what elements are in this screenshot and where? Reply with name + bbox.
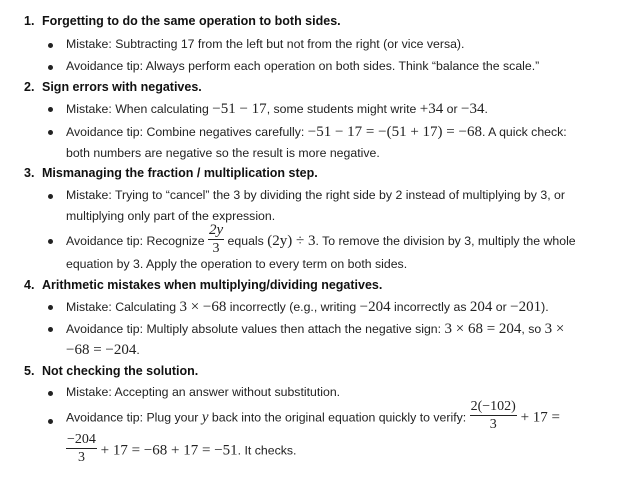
- tip-text: [66, 399, 561, 434]
- bullet-icon: [48, 43, 53, 48]
- tip-text: [66, 222, 576, 258]
- text-run: Avoidance tip: Plug your: [66, 410, 202, 425]
- bullet-icon: [48, 391, 53, 396]
- text-run: ).: [541, 300, 549, 314]
- text-run: Avoidance tip: Combine negatives carefully:: [66, 125, 308, 139]
- item-title: Sign errors with negatives.: [42, 80, 202, 94]
- mistake-text: [66, 101, 488, 118]
- text-run: . It checks.: [237, 443, 297, 458]
- math-expression: 3 × 68 = 204: [444, 321, 522, 337]
- math-expression: (2y) ÷ 3: [267, 232, 316, 249]
- fraction-denominator: 3: [77, 450, 85, 465]
- text-run: .: [484, 102, 488, 116]
- math-expression: 204: [469, 299, 493, 315]
- mistake-continuation: multiplying only part of the expression.: [66, 209, 276, 223]
- text-run: equals: [224, 233, 268, 248]
- fraction-numerator: −204: [67, 432, 96, 447]
- bullet-icon: [48, 107, 53, 112]
- text-run: back into the original equation quickly to verify:: [208, 410, 470, 425]
- tip-text: [66, 124, 567, 141]
- bullet-icon: [48, 194, 53, 199]
- text-run: incorrectly as: [390, 300, 470, 314]
- tip-continuation: equation by 3. Apply the operation to every term on both sides.: [66, 257, 408, 271]
- text-run: or: [492, 300, 511, 314]
- list-item-4-title: [24, 278, 382, 292]
- math-variable: y: [201, 409, 209, 426]
- text-run: Mistake: When calculating: [66, 102, 213, 116]
- bullet-icon: [48, 239, 53, 244]
- math-expression: −201: [510, 299, 542, 315]
- list-item-5-title: [24, 364, 198, 378]
- text-run: .: [136, 343, 140, 357]
- text-run: . A quick check:: [481, 125, 567, 139]
- item-number: 2.: [24, 80, 35, 94]
- fraction-numerator: 2(−102): [470, 399, 516, 414]
- mistake-text: Mistake: Subtracting 17 from the left but not from the right (or vice versa).: [66, 37, 465, 51]
- mistake-text: [66, 299, 549, 316]
- math-expression: 3 ×: [544, 321, 565, 337]
- fraction-numerator: 2y: [208, 222, 224, 238]
- mistake-text: Mistake: Trying to “cancel” the 3 by dividing the right side by 2 instead of multiplying by 3, or: [66, 188, 565, 202]
- tip-continuation: both numbers are negative so the result is more negative.: [66, 146, 380, 160]
- item-number: 5.: [24, 364, 35, 378]
- item-title: Arithmetic mistakes when multiplying/dividing negatives.: [42, 278, 383, 292]
- math-expression: +34: [419, 101, 444, 117]
- text-run: Mistake: Calculating: [66, 300, 180, 314]
- math-expression: −204: [359, 299, 391, 315]
- text-run: , so: [521, 322, 545, 336]
- math-expression: 3 × −68: [179, 299, 227, 315]
- math-expression: + 17 = −68 + 17 = −51: [96, 442, 238, 459]
- text-run: Avoidance tip: Recognize: [66, 233, 208, 248]
- item-number: 1.: [24, 14, 35, 28]
- mistake-text: Mistake: Accepting an answer without substitution.: [66, 385, 341, 399]
- tip-text: [66, 321, 564, 338]
- math-expression: + 17 =: [516, 409, 561, 426]
- text-run: or: [443, 102, 462, 116]
- fraction: [470, 400, 517, 432]
- math-expression: −51 − 17: [212, 101, 267, 117]
- bullet-icon: [48, 327, 53, 332]
- tip-continuation: [66, 432, 297, 467]
- fraction-denominator: 3: [212, 241, 220, 256]
- bullet-icon: [48, 305, 53, 310]
- item-number: 3.: [24, 166, 35, 180]
- text-run: . To remove the division by 3, multiply the whole: [315, 233, 576, 248]
- math-expression: −68 = −204: [66, 342, 137, 358]
- list-item-2-title: [24, 80, 202, 94]
- tip-text: Avoidance tip: Always perform each operation on both sides. Think “balance the scale.”: [66, 59, 540, 73]
- math-expression: −34: [461, 101, 485, 117]
- item-title: Forgetting to do the same operation to both sides.: [42, 14, 341, 28]
- bullet-icon: [48, 65, 53, 70]
- item-title: Mismanaging the fraction / multiplication step.: [42, 166, 318, 180]
- fraction: [208, 223, 224, 256]
- text-run: incorrectly (e.g., writing: [226, 300, 360, 314]
- fraction-denominator: 3: [489, 417, 497, 432]
- math-expression: −51 − 17 = −(51 + 17) = −68: [307, 124, 482, 140]
- text-run: Avoidance tip: Multiply absolute values then attach the negative sign:: [66, 322, 445, 336]
- fraction: [66, 433, 97, 465]
- item-title: Not checking the solution.: [42, 364, 199, 378]
- item-number: 4.: [24, 278, 35, 292]
- list-item-3-title: [24, 166, 318, 180]
- list-item-1-title: [24, 14, 341, 28]
- text-run: , some students might write: [266, 102, 420, 116]
- bullet-icon: [48, 130, 53, 135]
- bullet-icon: [48, 419, 53, 424]
- tip-continuation: [66, 342, 140, 359]
